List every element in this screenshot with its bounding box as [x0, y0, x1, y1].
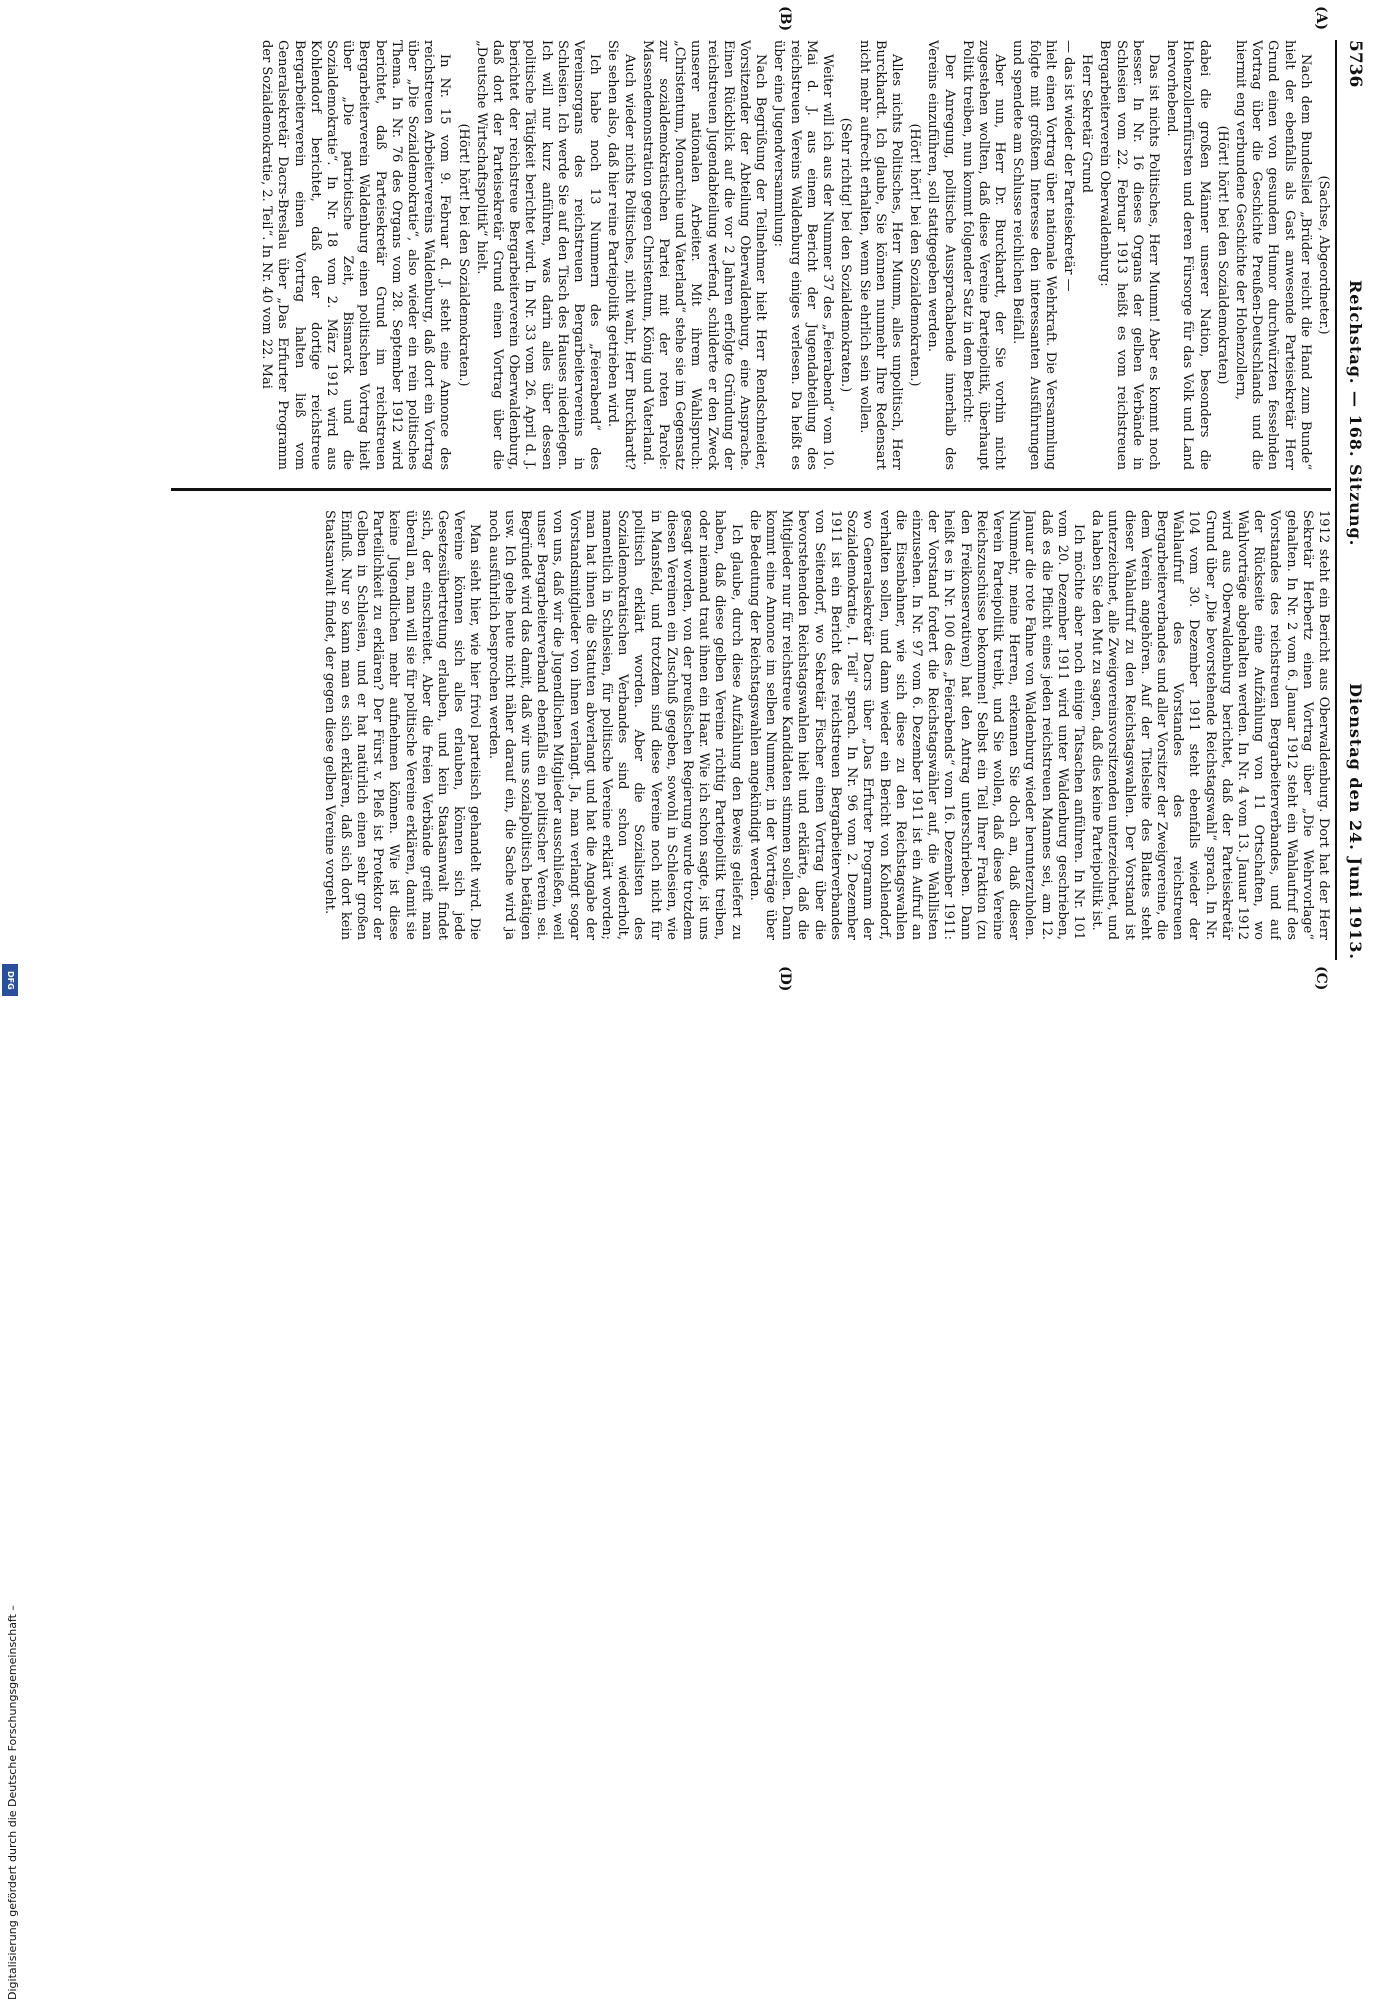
digitization-credit [6, 1000, 28, 2000]
margin-marker-b: (B) [777, 6, 793, 32]
paragraph: Ich glaube, durch diese Aufzählung den Beweis geliefert zu haben, daß diese gelben Vereine richtig Parteipolitik treiben, oder niemand traut ihnen ein Haar. Wie ich schon sagte, ist uns gesagt worden, von der preußischen Regierung wurde trotzdem diesen Vereinen ein Zuschuß gegeben, sowohl in Schlesien, wie in Mansfeld, und trotzdem sind diese Vereine noch nicht für politisch erklärt worden. Aber die Sozialisten des Sozialdemokratischen Verbandes sind schon wiederholt, namentlich in Schlesien, für politische Vereine erklärt worden; man hat ihnen die Statuten abverlangt und hat die Angabe der Vorstandsmitglieder von ihnen verlangt. Ja, man verlangt sogar von uns, daß wir die Jugendlichen Mitglieder ausschließen, weil unser Bergarbeiterverband ebenfalls ein politischer Verein sei. Begründet wird das damit, daß wir uns sozialpolitisch betätigen usw. Ich gehe heute nicht näher darauf ein, die Sache wird ja noch ausführlich besprochen werden. [485, 510, 744, 940]
paragraph: Nach Begrüßung der Teilnehmer hielt Herr Rendschneider, Vorsitzender der Abteilung Oberwaldenburg, eine Ansprache. Einen Rückblick auf die vor 2 Jahren erfolgte Gründung der reichstreuen Jugendabteilung werfend, schilderte er den Zweck unserer nationalen Arbeiter. Mit ihrem Wahlspruch: „Christentum, Monarchie und Vaterland“ stehe sie im Gegensatz zur sozialdemokratischen Partei mit der roten Parole: Massendemonstration gegen Christentum, König und Vaterland. [639, 40, 769, 470]
session-date: Dienstag den 24. Juni 1913. [1346, 683, 1365, 960]
interjection: (Hört! hört! bei den Sozialdemokraten.) [907, 123, 923, 387]
margin-marker-c: (C) [1313, 966, 1329, 991]
rotated-document-page [100, 0, 1383, 1000]
speaker-label: (Sachse, Abgeordneter.) [1316, 175, 1331, 335]
page-header [1339, 40, 1365, 960]
page-number: 5736 [1345, 40, 1365, 88]
interjection: (Hört! hört! bei den Sozialdemokraten) [1214, 125, 1230, 385]
paragraph: Nach dem Bundeslied „Brüder reicht die Hand zum Bunde“ hielt der ebenfalls als Gast anwesende Parteisekretär Herr Grund einen von gesundem Humor durchwürzten fesselnden Vortrag über die Geschichte Preußen-Deutschlands und die hiermit eng verbundene Geschichte der Hohenzollern, [1232, 40, 1313, 470]
paragraph: Man sieht hier, wie hier frivol parteiisch gehandelt wird. Die Vereine können sich alles erlauben, können sich jede Gesetzesübertretung erlauben, und kein Staatsanwalt findet sich, der einschreitet. Aber die freien Verbände greift man überall an, man will sie für politische Vereine erklären, damit sie keine Jugendlichen mehr aufnehmen können. Wie ist diese Parteilichkeit zu erklären? Der Fürst v. Pleß ist Protektor der Gelben in Schlesien, und er hat natürlich einen sehr großen Einfluß. Nur so kann man es sich erklären, daß sich dort kein Staatsanwalt findet, der gegen diese gelben Vereine vorgeht. [321, 510, 483, 940]
paragraph: 1912 steht ein Bericht aus Oberwaldenburg. Dort hat der Herr Sekretär Herbertz einen Vortrag über „Die Wehrvorlage“ gehalten. In Nr. 2 vom 6. Januar 1912 steht ein Wahlaufruf des Vorstandes des reichstreuen Bergarbeiterverbandes, und auf der Rückseite eine Aufzählung von 11 Ortschaften, wo Wahlvorträge abgehalten werden. In Nr. 4 vom 13. Januar 1912 wird aus Oberwaldenburg berichtet, daß der Parteisekretär Grund über „Die bevorstehende Reichstagswahl“ sprach. In Nr. 104 vom 30. Dezember 1911 steht ebenfalls wieder der Wahlaufruf des Vorstandes des reichstreuen Bergarbeiterverbandes und aller Vorsitzer der Zweigvereine, die dem Verein angehören. Auf der Titelseite des Blattes steht dieser Wahlaufruf zu den Reichstagswahlen. Der Vorstand ist unterzeichnet, alle Zweigvereinsvorsitzenden unterzeichnet, und da haben Sie den Mut zu sagen, daß dies keine Parteipolitik ist. [1089, 510, 1331, 940]
paragraph: In Nr. 15 vom 9. Februar d. J. steht eine Annonce des reichstreuen Arbeitervereins Waldenburg, daß dort ein Vortrag über „Die Sozialdemokratie“, also wieder ein rein politisches Thema. In Nr. 76 des Organs vom 28. September 1912 wird berichtet, daß Parteisekretär Grund im reichstreuen Bergarbeiterverein Waldenburg einen politischen Vortrag hielt über „Die patriotische Zeit, Bismarck und die Sozialdemokratie“. In Nr. 18 vom 2. März 1912 wird aus Kohlendorf berichtet, daß der dortige reichstreue Bergarbeiterverein einen Vortrag halten ließ vom Generalsekretär Dacrs-Breslau über „Das Erfurter Programm der Sozialdemokratie, 2. Teil“. In Nr. 40 vom 22. Mai [259, 40, 453, 470]
margin-marker-a: (A) [1313, 6, 1329, 31]
margin-marker-d: (D) [777, 966, 793, 992]
page-title: Reichstag. — 168. Sitzung. [1346, 280, 1365, 547]
right-column [171, 510, 1331, 940]
paragraph: Alles nichts Politisches, Herr Mumm, alles unpolitisch, Herr Burckhardt. Ich glaube, Sie können nunmehr Ihre Redensart nicht mehr aufrecht erhalten, wenn Sie ehrlich sein wollen. [856, 40, 904, 470]
left-column [171, 40, 1331, 470]
paragraph: Ich habe noch 13 Nummern des „Feierabend“ des Vereinsorgans des reichstreuen Bergarbeitervereins in Schlesien. Ich werde Sie auf den Tisch des Hauses niederlegen. Ich will nur kurz anführen, was darin alles über dessen politische Tätigkeit berichtet wird. In Nr. 33 vom 26. April d. J. berichtet der reichstreue Bergarbeiterverein Oberwaldenburg, daß dort der Parteisekretär Grund einen Vortrag über die „Deutsche Wirtschaftspolitik“ hielt. [473, 40, 603, 470]
paragraph: Weiter will ich aus der Nummer 37 des „Feierabend“ vom 10. Mai d. J. aus einem Bericht der Jugendabteilung des reichstreuen Vereins Waldenburg einiges verlesen. Da heißt es über eine Jugendversammlung: [771, 40, 836, 470]
interjection: (Sehr richtig! bei den Sozialdemokraten.) [838, 117, 854, 393]
paragraph: Der Anregung, politische Aussprachabende innerhalb des Vereins einzuführen, soll stattgegeben werden. [925, 40, 957, 470]
header-rule [1335, 40, 1337, 960]
credit-text: Digitalisierung gefördert durch die Deutsche Forschungsgemeinschaft – [6, 1605, 19, 2000]
dfg-logo: DFG [2, 964, 18, 996]
paragraph: dabei die großen Männer unserer Nation, besonders die Hohenzollernfürsten und deren Fürsorge für das Volk und Land hervorhebend. [1164, 40, 1212, 470]
interjection: (Hört! hört! bei den Sozialdemokraten.) [455, 123, 471, 387]
paragraph: Ich möchte aber noch einige Tatsachen anführen. In Nr. 101 vom 20. Dezember 1911 wird unter Waldenburg geschrieben, daß es die Pflicht eines jeden reichstreuen Mannes sei, am 12. Januar die rote Fahne von Waldenburg wieder herunterzuholen. Nunmehr, meine Herren, erkennen Sie doch an, daß dieser Verein Parteipolitik treibt, und Sie wollen, daß diese Vereine Reichszuschüsse bekommen! Selbst ein Teil Ihrer Fraktion (zu den Freikonservativen) hat den Antrag unterschrieben. Dann heißt es in Nr. 100 des „Feierabends“ vom 16. Dezember 1911: der Vorstand fordert die Reichstagswähler auf, die Wahllisten einzusehen. In Nr. 97 vom 6. Dezember 1911 ist ein Aufruf an die Eisenbahner, wie sich diese zu den Reichstagswahlen verhalten sollen, und dann wieder ein Bericht von Kohlendorf, wo Generalsekretär Dacrs über „Das Erfurter Programm der Sozialdemokratie, I. Teil“ sprach. In Nr. 96 vom 2. Dezember 1911 ist ein Bericht des reichstreuen Bergarbeiterverbandes von Seitendorf, wo Sekretär Fischer einen Vortrag über die bevorstehenden Reichstagswahlen hielt und erklärte, daß die Mitglieder nur für reichstreue Kandidaten stimmen sollen. Dann kommt eine Annonce im selben Nummer, in der Vorträge über die Bedeutung der Reichstagswahlen angekündigt werden. [746, 510, 1086, 940]
paragraph: Herr Sekretär Grund [1079, 54, 1095, 193]
column-separator [171, 488, 1331, 491]
paragraph: Auch wieder nichts Politisches, nicht wahr, Herr Burckhardt? Sie sehen also, daß hier reine Parteipolitik getrieben wird. [605, 40, 637, 470]
paragraph: hielt einen Vortrag über nationale Wehrkraft. Die Versammlung folgte mit größtem Interesse den interessanten Ausführungen und spendete am Schlusse reichlichen Beifall. [1010, 40, 1058, 470]
paragraph: Das ist nichts Politisches, Herr Mumm! Aber es kommt noch besser. In Nr. 16 dieses Organs der gelben Verbände in Schlesien vom 22. Februar 1913 heißt es vom reichstreuen Bergarbeiterverein Oberwaldenburg: [1097, 40, 1161, 470]
paragraph: — das ist wieder der Parteisekretär — [1060, 40, 1076, 292]
paragraph: Aber nun, Herr Dr. Burckhardt, der Sie vorhin nicht zugestehen wollten, daß diese Vereine Parteipolitik, überhaupt Politik treiben, nun kommt folgender Satz in dem Bericht: [959, 40, 1008, 470]
